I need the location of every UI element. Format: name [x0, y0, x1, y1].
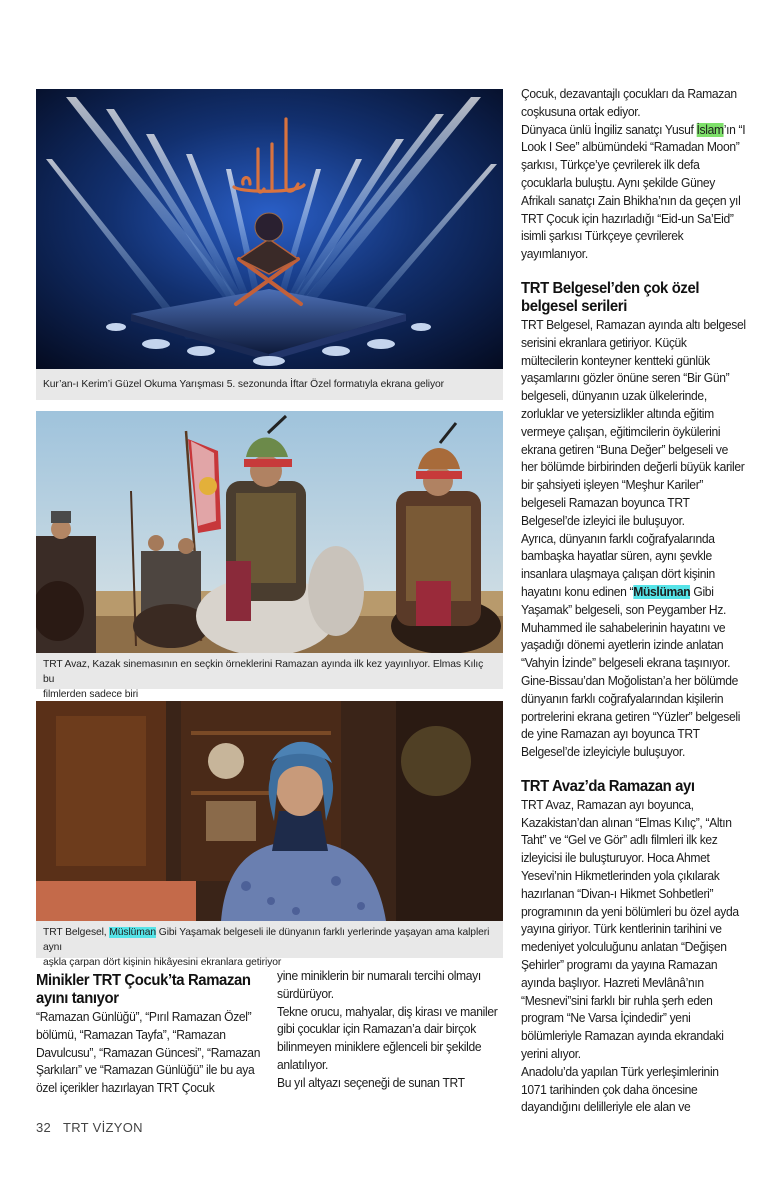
stage-photo: [36, 89, 503, 369]
paragraph-muslim-post: Gibi Yaşamak” belgeseli, son Peygamber Hz. Muhammed ile sahabelerinin hayatını ve yaşadığı dönemi ayetlerin izinde anlatan “Vahyin İzinde” belgeseli ekrana taşınıyor.: [521, 584, 731, 671]
bottom-left-column: [36, 972, 266, 1098]
page-number: 32: [36, 1120, 52, 1135]
interview-caption-line1: [43, 925, 496, 955]
interview-caption-pre: TRT Belgesel,: [43, 927, 110, 938]
highlight-islam: İslam: [696, 122, 724, 137]
warriors-photo: [36, 411, 503, 653]
paragraph-tercih: yine miniklerin bir numaralı tercihi olmayı sürdürüyor.: [277, 969, 481, 1001]
right-column: [521, 86, 747, 1117]
heading-minikler: Minikler TRT Çocuk’ta Ramazan ayını tanıyor: [36, 972, 251, 1007]
paragraph-muslim-pre: Ayrıca, dünyanın farklı coğrafyalarında bambaşka hayatlar süren, aynı şevkle insanlara ulaşmaya çalışan dört kişinin hayatını konu edinen “: [521, 531, 715, 599]
paragraph-altyazi: Bu yıl altyazı seçeneği de sunan TRT: [277, 1075, 465, 1090]
interview-caption-highlight: Müslüman: [109, 927, 157, 938]
highlight-musluman: Müslüman: [633, 584, 691, 599]
bottom-middle-column: [277, 968, 502, 1093]
paragraph-yuzler: Gine-Bissau’dan Moğolistan’a her bölümde dünyanın farklı coğrafyalarından kişilerin portrelerini ekrana getiren “Yüzler” belgeseli de yine Ramazan ayı boyunca TRT Belgesel’de izleyiciyle buluşuyor.: [521, 673, 741, 760]
heading-trt-belgesel: TRT Belgesel’den çok özel belgesel serileri: [521, 279, 700, 315]
paragraph-muslim-gibi: [521, 531, 747, 673]
interview-photo: [36, 701, 503, 921]
paragraph-ramazan-programs: “Ramazan Günlüğü”, “Pırıl Ramazan Özel” bölümü, “Ramazan Tayfa”, “Ramazan Davulcusu”, “Ramazan Güncesi”, “Ramazan Şarkıları” ve “Ramazan Günlüğü” ile bu aya özel içerikler hazırlayan TRT Çocuk: [36, 1010, 261, 1096]
interview-caption: [36, 921, 503, 968]
heading-trt-avaz: TRT Avaz’da Ramazan ayı: [521, 777, 695, 795]
interview-caption-line2: aşkla çarpan dört kişinin hikâyesini ekranlara getiriyor: [43, 957, 282, 968]
paragraph-trt-avaz: TRT Avaz, Ramazan ayı boyunca, Kazakistan’dan alınan “Elmas Kılıç”, “Altın Taht” ve “Gel ve Gör” adlı filmleri ilk kez izleyicisi ile buluşturuyor. Hoca Ahmet Yesevi’nin Hikmetlerinden yola çıkılarak hazırlanan “Divan-ı Hikmet Sohbetleri” programının da yeni bölümleri bu özel ayda yayına giriyor. Türk kentlerinin tarihini ve medeniyet yolculuğunu anlatan “Değişen Şehirler” programı da yayına Ramazan ayında başlıyor. Hazreti Mevlânâ’nın “Mesnevi”sini farklı bir ruhla şerh eden program “Ne Varsa İçindedir” yeni bölümleriyle Ramazan ayında ekrandaki yerini alıyor.: [521, 797, 739, 1062]
paragraph-anadolu: Anadolu’da yapılan Türk yerleşimlerinin 1071 tarihinden çok daha öncesine dayandığını delilleriyle ele alan ve: [521, 1064, 719, 1115]
warriors-caption-line2: filmlerden sadece biri: [43, 689, 139, 700]
quran-caption-text: Kur’an-ı Kerim’i Güzel Okuma Yarışması 5. sezonunda İftar Özel formatıyla ekrana geliyor: [43, 379, 444, 390]
bottom-middle-text: [277, 968, 500, 1093]
warriors-caption-line1: TRT Avaz, Kazak sinemasının en seçkin örneklerini Ramazan ayında ilk kez yayınlıyor. Elmas Kılıç bu: [43, 659, 484, 685]
page-footer: [36, 1120, 143, 1135]
paragraph-yusuf-islam: [521, 122, 747, 264]
paragraph-cocuk: Çocuk, dezavantajlı çocukları da Ramazan coşkusuna ortak ediyor.: [521, 87, 737, 119]
warriors-caption: [36, 653, 503, 700]
quran-caption: [36, 369, 503, 400]
paragraph-tekne-orucu: Tekne orucu, mahyalar, diş kirası ve maniler gibi çocuklar için Ramazan’a dair birçok bilinmeyen miniklere eğlenceli bir şekilde anlatılıyor.: [277, 1004, 498, 1072]
right-text-block-1: [521, 86, 747, 264]
interview-caption-post: Gibi Yaşamak belgeseli ile dünyanın farklı yerlerinde yaşayan ama kalpleri aynı: [43, 927, 490, 953]
paragraph-yusuf-islam-post: ’ın “I Look I See” albümündeki “Ramadan Moon” şarkısı, Türkçe’ye çevrilerek ilk defa çocuklarla buluştu. Aynı şekilde Güney Afrikalı sanatçı Zain Bhikha’nın da geçen yıl TRT Çocuk için hazırladığı “Eid-un Sa’Eid” isimli şarkısı Türkçeye çevrilerek yayımlanıyor.: [521, 122, 746, 262]
magazine-name: TRT VİZYON: [62, 1120, 143, 1135]
paragraph-yusuf-islam-pre: Dünyaca ünlü İngiliz sanatçı Yusuf: [521, 122, 697, 137]
right-text-block-2: [521, 317, 747, 762]
paragraph-belgesel-series: TRT Belgesel, Ramazan ayında altı belgesel serisini ekranlara getiriyor. Küçük mültecilerin konteyner kentteki günlük yaşamlarını gözler önüne seren “Bir Gün” belgeseli, dünyanın uzak ülkelerinde, zorluklar ve yetersizlikler altında eğitim vermeye çalışan, eğitimcilerin öykülerini ekrana getiren “Buna Değer” belgeseli ve her bölümde birbirinden değerli büyük kariler bir şahsiyeti işleyen “Meşhur Kariler” belgeseli Ramazan boyunca TRT Belgesel’de izleyici ile buluşuyor.: [521, 317, 746, 528]
right-text-block-3: [521, 797, 747, 1117]
